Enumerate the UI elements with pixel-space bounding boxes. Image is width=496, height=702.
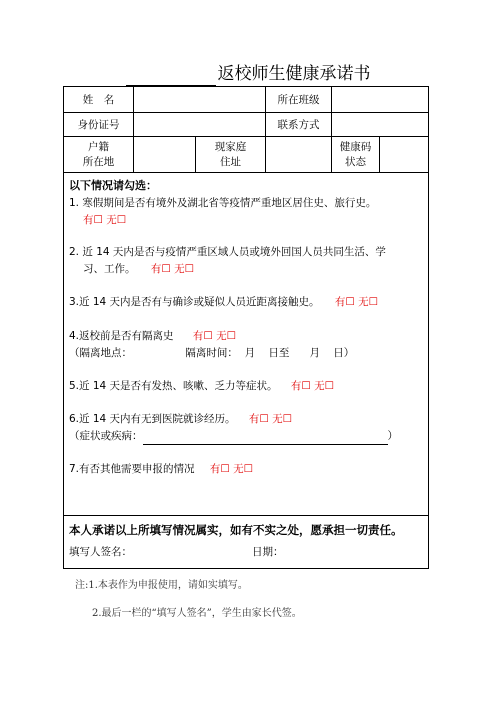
question-6 [69, 411, 423, 428]
huji-label-line2: 所在地 [82, 155, 115, 168]
pledge-section [64, 516, 428, 568]
home-address-label [196, 137, 266, 172]
signature-line [69, 544, 423, 560]
question-7-options[interactable]: 有☐ 无☐ [209, 463, 254, 475]
question-3-options[interactable]: 有☐ 无☐ [334, 296, 379, 308]
row-name-class [64, 87, 428, 113]
huji-label [64, 137, 134, 172]
question-6-detail-prefix: （症状或疾病： [69, 430, 143, 442]
question-6-text: 6.近 14 天内有无到医院就诊经历。 [69, 413, 236, 425]
date-label[interactable]: 日期： [252, 546, 284, 558]
question-5-text: 5.近 14 天是否有发热、咳嗽、乏力等症状。 [69, 380, 278, 392]
question-2-options[interactable]: 有☐ 无☐ [150, 263, 195, 275]
question-6-detail-suffix: ） [387, 430, 398, 442]
checklist-section [64, 173, 428, 516]
name-label: 姓 名 [64, 87, 134, 112]
huji-field[interactable] [134, 137, 196, 172]
question-4-text: 4.返校前是否有隔离史 [69, 330, 174, 342]
question-5-options[interactable]: 有☐ 无☐ [290, 380, 335, 392]
row-residence [64, 137, 428, 173]
note-1: 注:1.本表作为申报使用，请如实填写。 [75, 580, 248, 591]
home-address-label-line1: 现家庭 [214, 140, 247, 153]
question-3 [69, 294, 423, 311]
health-code-label-line2: 状态 [345, 155, 366, 168]
row-id-contact [64, 113, 428, 137]
form-title: 返校师生健康承诺书 [217, 64, 371, 84]
question-3-text: 3.近 14 天内是否有与确诊或疑似人员近距离接触史。 [69, 296, 320, 308]
id-label: 身份证号 [64, 113, 134, 136]
school-name-blank[interactable] [126, 67, 216, 86]
question-1: 1. 寒假期间是否有境外及湖北省等疫情严重地区居住史、旅行史。 [69, 197, 377, 209]
name-field[interactable] [134, 87, 266, 112]
checklist-heading: 以下情况请勾选： [69, 179, 157, 192]
contact-label: 联系方式 [266, 113, 332, 136]
health-code-label-line1: 健康码 [339, 140, 372, 153]
question-4-detail: （隔离地点： 隔离时间： 月 日至 月 日） [69, 347, 355, 359]
question-2-line1: 2. 近 14 天内是否与疫情严重区域人员或境外回国人员共同生活、学 [69, 246, 386, 258]
question-2-text: 习、工作。 [83, 263, 136, 275]
health-code-field[interactable] [380, 137, 428, 172]
question-7 [69, 461, 423, 478]
question-2-line2 [69, 261, 423, 278]
question-1-options[interactable]: 有☐ 无☐ [83, 214, 127, 226]
symptom-input-line[interactable] [143, 432, 388, 445]
home-address-field[interactable] [266, 137, 332, 172]
form-title-line [0, 62, 496, 86]
home-address-label-line2: 住址 [220, 155, 241, 168]
note-2: 2.最后一栏的“填写人签名”，学生由家长代签。 [92, 608, 302, 619]
health-code-label [332, 137, 380, 172]
contact-field[interactable] [332, 113, 428, 136]
question-7-text: 7.有否其他需要申报的情况 [69, 463, 195, 475]
question-6-options[interactable]: 有☐ 无☐ [248, 413, 293, 425]
question-5 [69, 378, 423, 395]
class-label: 所在班级 [266, 87, 332, 112]
pledge-statement: 本人承诺以上所填写情况属实，如有不实之处，愿承担一切责任。 [69, 523, 403, 537]
signer-label[interactable]: 填写人签名： [69, 546, 132, 558]
class-field[interactable] [332, 87, 428, 112]
question-6-detail [69, 428, 423, 445]
huji-label-line1: 户籍 [88, 140, 109, 153]
id-field[interactable] [134, 113, 266, 136]
question-4-options[interactable]: 有☐ 无☐ [192, 330, 237, 342]
health-pledge-form [63, 86, 429, 569]
question-4 [69, 328, 423, 345]
